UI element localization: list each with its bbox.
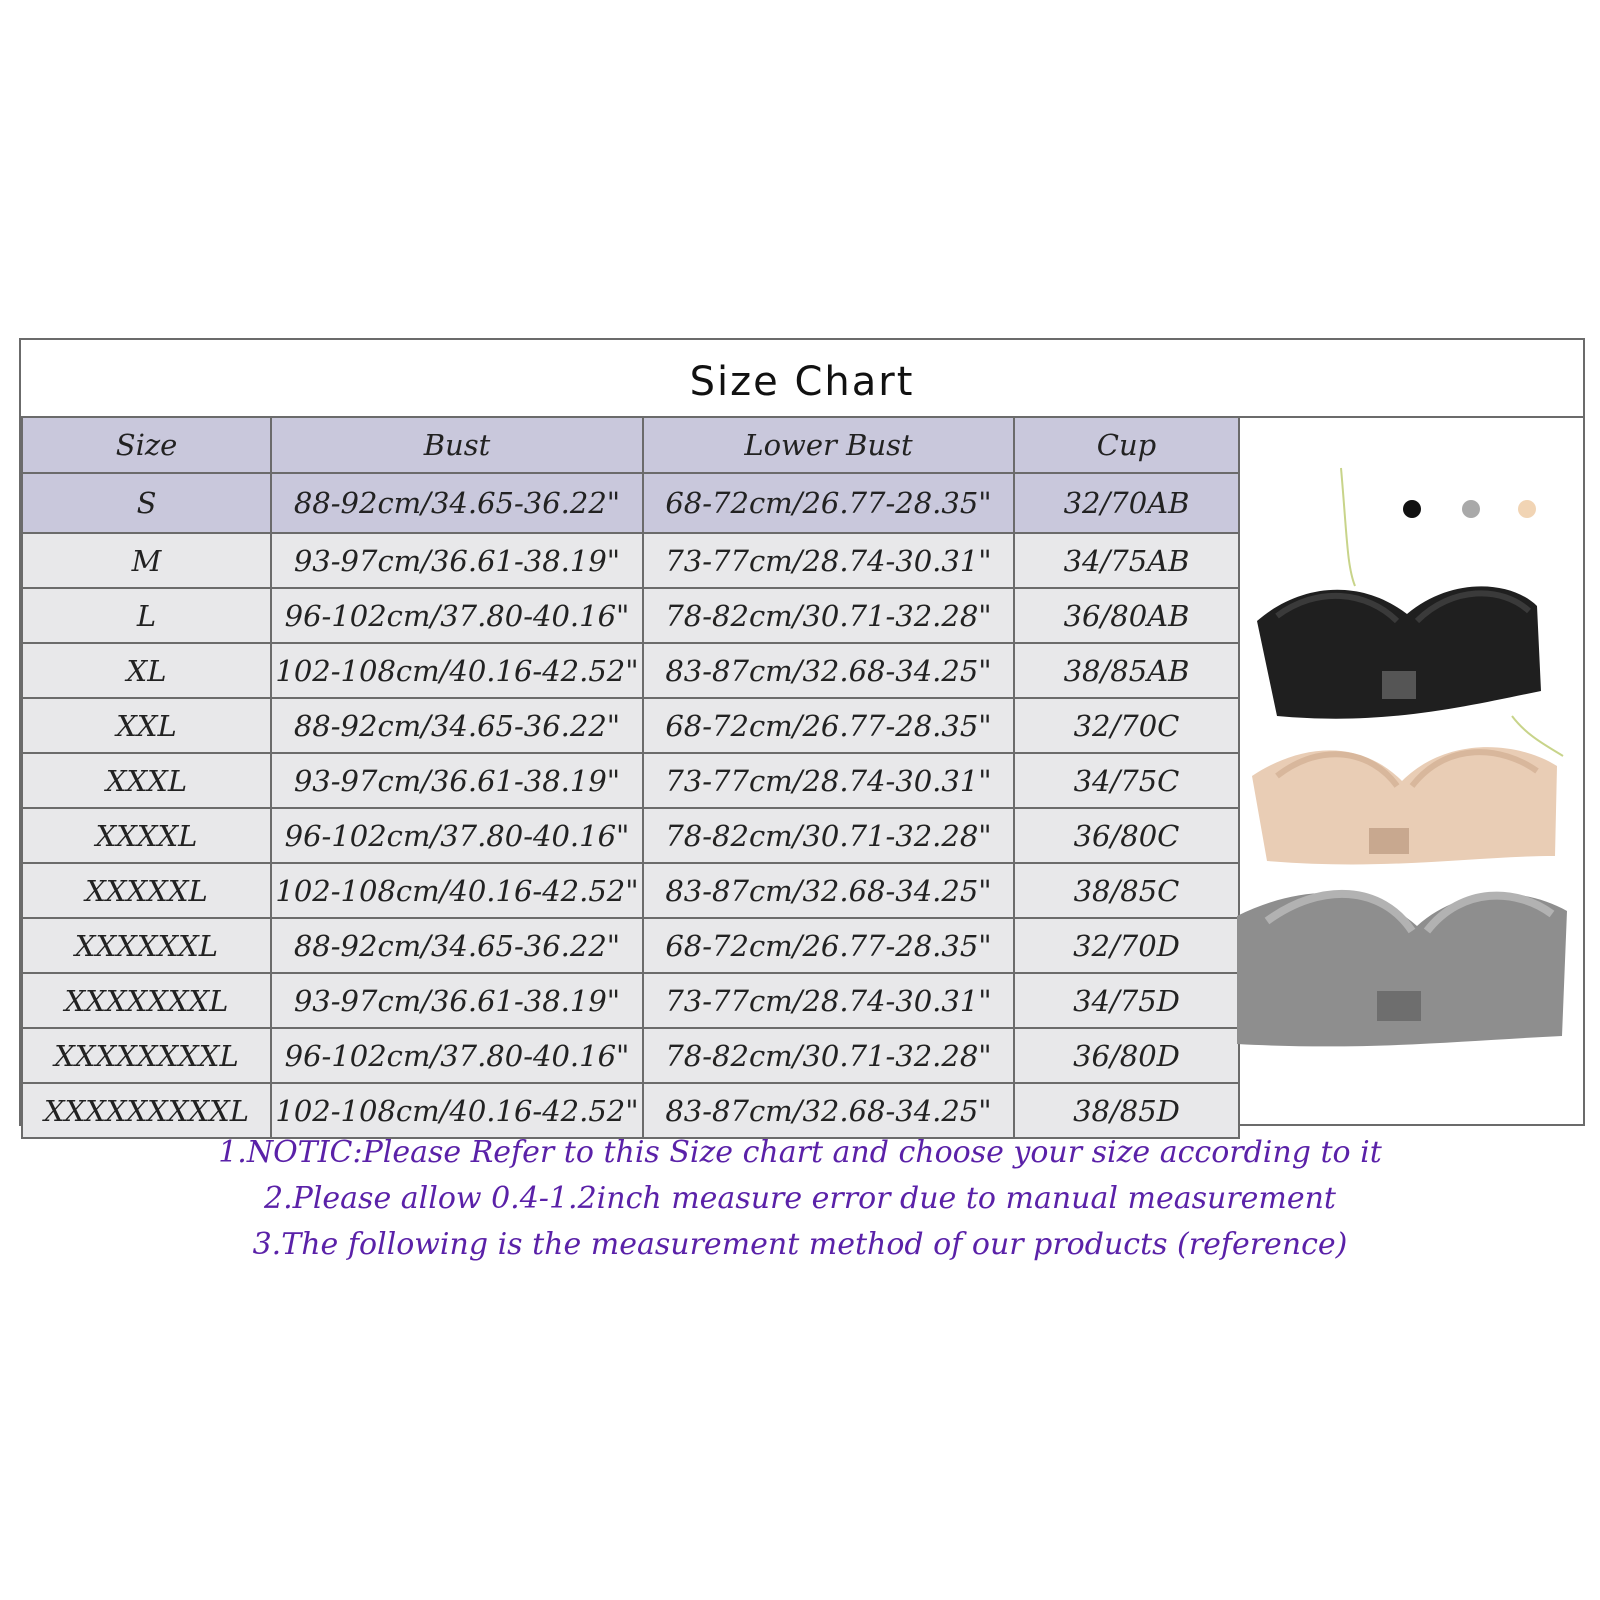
bra-black-image bbox=[1257, 586, 1541, 718]
table-row bbox=[22, 698, 1239, 753]
header-bust: Bust bbox=[271, 417, 643, 473]
cell-lower-bust: 83-87cm/32.68-34.25" bbox=[643, 643, 1014, 698]
cell-cup: 38/85AB bbox=[1014, 643, 1239, 698]
notes-section bbox=[0, 1130, 1600, 1268]
cell-cup: 32/70D bbox=[1014, 918, 1239, 973]
cell-bust: 102-108cm/40.16-42.52" bbox=[271, 1083, 643, 1138]
cell-lower-bust: 68-72cm/26.77-28.35" bbox=[643, 698, 1014, 753]
table-row bbox=[22, 643, 1239, 698]
table-row bbox=[22, 808, 1239, 863]
cell-size: XXXL bbox=[22, 753, 271, 808]
cell-cup: 36/80AB bbox=[1014, 588, 1239, 643]
table-row bbox=[22, 918, 1239, 973]
cell-size: XXXXXXXL bbox=[22, 973, 271, 1028]
cell-size: L bbox=[22, 588, 271, 643]
cell-lower-bust: 78-82cm/30.71-32.28" bbox=[643, 808, 1014, 863]
cell-size: S bbox=[22, 473, 271, 533]
cell-size: XL bbox=[22, 643, 271, 698]
color-swatch-gray bbox=[1462, 500, 1480, 518]
table-row bbox=[22, 533, 1239, 588]
cell-bust: 88-92cm/34.65-36.22" bbox=[271, 918, 643, 973]
cell-size: XXXXXL bbox=[22, 863, 271, 918]
product-illustration bbox=[1237, 416, 1583, 1124]
cell-size: XXXXL bbox=[22, 808, 271, 863]
header-lower-bust: Lower Bust bbox=[643, 417, 1014, 473]
cell-bust: 93-97cm/36.61-38.19" bbox=[271, 533, 643, 588]
cell-bust: 96-102cm/37.80-40.16" bbox=[271, 808, 643, 863]
table-row bbox=[22, 1028, 1239, 1083]
decorative-line-left bbox=[1341, 468, 1355, 586]
note-2: 2.Please allow 0.4-1.2inch measure error due to manual measurement bbox=[264, 1181, 1336, 1216]
cell-cup: 32/70AB bbox=[1014, 473, 1239, 533]
cell-size: M bbox=[22, 533, 271, 588]
cell-lower-bust: 68-72cm/26.77-28.35" bbox=[643, 918, 1014, 973]
note-3: 3.The following is the measurement method of our products (reference) bbox=[252, 1227, 1348, 1262]
color-swatch-black bbox=[1403, 500, 1421, 518]
cell-cup: 36/80D bbox=[1014, 1028, 1239, 1083]
color-swatch-nude bbox=[1518, 500, 1536, 518]
table-row bbox=[22, 753, 1239, 808]
table-row bbox=[22, 973, 1239, 1028]
table-row bbox=[22, 588, 1239, 643]
note-1: 1.NOTIC:Please Refer to this Size chart and choose your size according to it bbox=[218, 1135, 1382, 1170]
table-row bbox=[22, 473, 1239, 533]
cell-bust: 88-92cm/34.65-36.22" bbox=[271, 698, 643, 753]
cell-size: XXXXXXXXL bbox=[22, 1028, 271, 1083]
cell-size: XXXXXXL bbox=[22, 918, 271, 973]
cell-size: XXL bbox=[22, 698, 271, 753]
cell-bust: 93-97cm/36.61-38.19" bbox=[271, 753, 643, 808]
cell-cup: 38/85D bbox=[1014, 1083, 1239, 1138]
decorative-line-right bbox=[1512, 716, 1563, 756]
cell-cup: 34/75AB bbox=[1014, 533, 1239, 588]
cell-size: XXXXXXXXXL bbox=[22, 1083, 271, 1138]
header-cup: Cup bbox=[1014, 417, 1239, 473]
cell-lower-bust: 78-82cm/30.71-32.28" bbox=[643, 588, 1014, 643]
cell-bust: 102-108cm/40.16-42.52" bbox=[271, 643, 643, 698]
cell-cup: 34/75C bbox=[1014, 753, 1239, 808]
bra-nude-image bbox=[1252, 747, 1557, 864]
header-size: Size bbox=[22, 417, 271, 473]
cell-cup: 34/75D bbox=[1014, 973, 1239, 1028]
cell-lower-bust: 73-77cm/28.74-30.31" bbox=[643, 753, 1014, 808]
table-row bbox=[22, 863, 1239, 918]
cell-lower-bust: 83-87cm/32.68-34.25" bbox=[643, 863, 1014, 918]
cell-lower-bust: 83-87cm/32.68-34.25" bbox=[643, 1083, 1014, 1138]
cell-lower-bust: 73-77cm/28.74-30.31" bbox=[643, 533, 1014, 588]
chart-title: Size Chart bbox=[21, 340, 1583, 418]
product-image-panel bbox=[1237, 416, 1583, 1124]
cell-cup: 38/85C bbox=[1014, 863, 1239, 918]
cell-bust: 96-102cm/37.80-40.16" bbox=[271, 588, 643, 643]
cell-bust: 102-108cm/40.16-42.52" bbox=[271, 863, 643, 918]
cell-bust: 96-102cm/37.80-40.16" bbox=[271, 1028, 643, 1083]
cell-lower-bust: 78-82cm/30.71-32.28" bbox=[643, 1028, 1014, 1083]
cell-bust: 88-92cm/34.65-36.22" bbox=[271, 473, 643, 533]
size-chart-frame bbox=[19, 338, 1585, 1126]
size-table bbox=[21, 416, 1240, 1139]
cell-lower-bust: 73-77cm/28.74-30.31" bbox=[643, 973, 1014, 1028]
cell-bust: 93-97cm/36.61-38.19" bbox=[271, 973, 643, 1028]
bra-gray-image bbox=[1237, 893, 1567, 1047]
table-header-row bbox=[22, 417, 1239, 473]
cell-cup: 36/80C bbox=[1014, 808, 1239, 863]
cell-lower-bust: 68-72cm/26.77-28.35" bbox=[643, 473, 1014, 533]
cell-cup: 32/70C bbox=[1014, 698, 1239, 753]
